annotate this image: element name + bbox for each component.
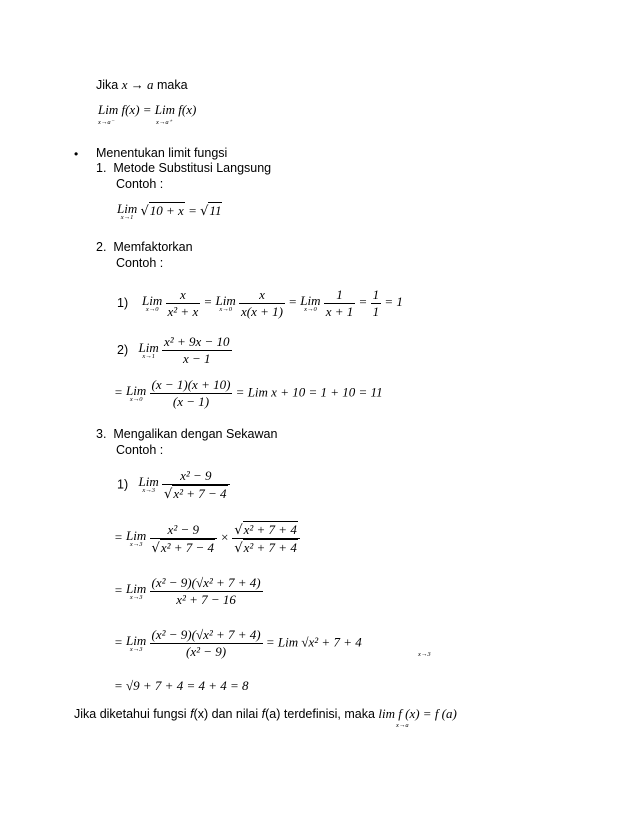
footer-sentence: Jika diketahui fungsi f(x) dan nilai f(a) terdefinisi, maka lim f (x) = f (a): [74, 706, 457, 721]
intro-variable: x → a: [121, 77, 154, 92]
eq-3-1c: = Lim x→3 $\frac{\text{(x² − 9)(√x² + 7 + 4)}}{\text{x² + 7 − 16}}$: [114, 575, 261, 607]
intro-limsub-2: x→a⁺: [156, 119, 173, 126]
bullet-heading: Menentukan limit fungsi: [96, 146, 228, 160]
intro-limsub-1: x→a⁻: [98, 119, 115, 126]
eq-s1: Lim x→1 √10 + x = √11: [117, 201, 222, 222]
bullet-icon: •: [74, 147, 79, 161]
section-1-title: 1. Metode Substitusi Langsung: [96, 161, 272, 175]
section-3-contoh: Contoh :: [116, 443, 164, 457]
eq-2-2b: = Lim x→0 $\frac{(x - 1)(x + 10)}{(x - 1)}$ = Lim x + 10 = 1 + 10 = 11: [114, 377, 383, 409]
section-3-title: 3. Mengalikan dengan Sekawan: [96, 427, 278, 441]
footer-formula-sub: x→a: [396, 722, 409, 729]
footer-formula: lim f (x) = f (a): [378, 706, 457, 721]
section-1-contoh: Contoh :: [116, 177, 164, 191]
intro-formula: Lim f(x) = Lim f(x): [98, 102, 197, 117]
eq-3-1e: = √9 + 7 + 4 = 4 + 4 = 8: [114, 678, 249, 693]
section-2-title: 2. Memfaktorkan: [96, 240, 193, 254]
eq-3-1: 1) Lim x→3 $\frac{\text{x² − 9}}{\text{√x² + 7 − 4}}$: [117, 468, 230, 502]
eq-2-2: 2) Lim x→1 $\frac{\text{x² + 9x − 10}}{x - 1}$: [117, 334, 230, 366]
section-2-contoh: Contoh :: [116, 256, 164, 270]
eq-2-1: 1) Lim x→0 $\frac{x}{\text{x² + x}}$ = Lim x→0 $\frac{x}{x(x + 1)}$ = Lim x→0 $\frac{1}{x + 1}$ = $\frac{1}{1}$ = 1: [117, 287, 403, 319]
intro-line: Jika x → a maka: [96, 77, 188, 92]
eq-3-1b: = Lim x→3 $\frac{\text{x² − 9}}{\text{√x² + 7 − 4}}$ × $\frac{\text{√x² + 7 + 4}}{\text{√x² + 7 + 4}}$: [114, 521, 300, 556]
eq-3-1d: = Lim x→3 $\frac{\text{(x² − 9)(√x² + 7 + 4)}}{\text{(x² − 9)}}$ = Lim √x² + 7 + 4 x→3: [114, 627, 431, 659]
